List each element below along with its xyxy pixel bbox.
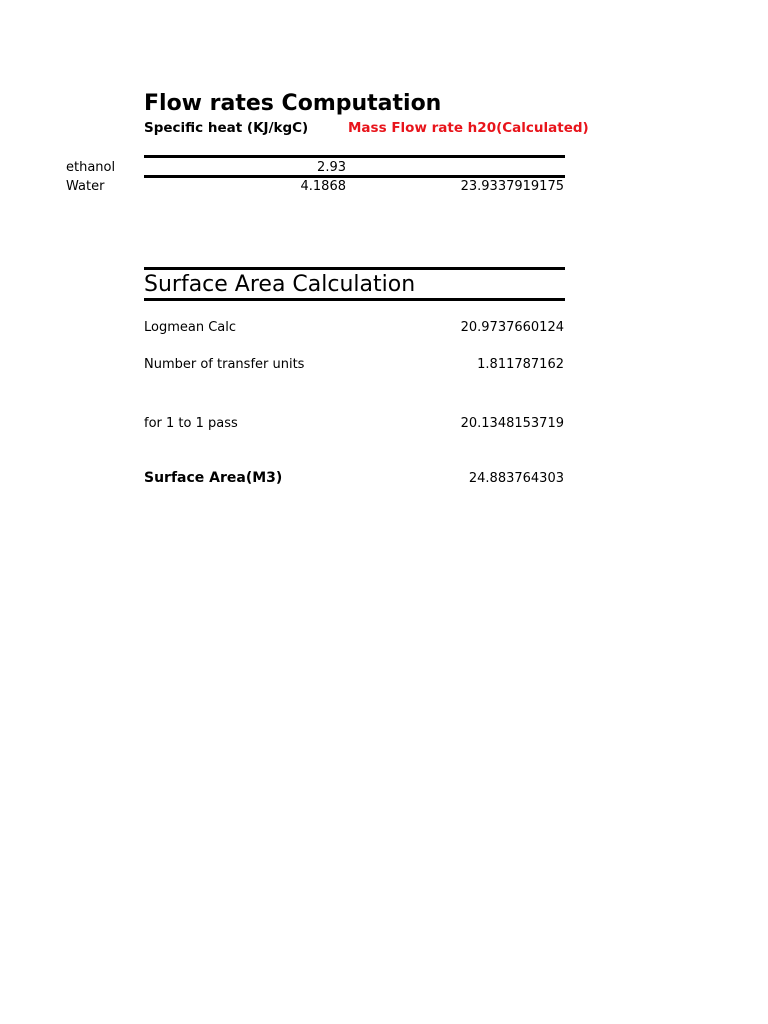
logmean-label: Logmean Calc: [144, 320, 237, 335]
surface-area-label: Surface Area(M3): [144, 470, 283, 486]
specific-heat-water: 4.1868: [300, 179, 346, 194]
row-label-ethanol: ethanol: [66, 160, 116, 175]
mass-flow-header: Mass Flow rate h20(Calculated): [348, 120, 589, 136]
surface-area-value: 24.883764303: [468, 471, 564, 486]
logmean-value: 20.9737660124: [460, 320, 564, 335]
specific-heat-header: Specific heat (KJ/kgC): [144, 120, 309, 136]
ntu-value: 1.811787162: [477, 357, 564, 372]
row-label-water: Water: [66, 179, 105, 194]
pass-label: for 1 to 1 pass: [144, 416, 238, 431]
flow-rates-title: Flow rates Computation: [144, 91, 442, 116]
mass-flow-water: 23.9337919175: [460, 179, 564, 194]
ntu-label: Number of transfer units: [144, 357, 305, 372]
table-top-rule: [144, 155, 565, 158]
surface-bottom-rule: [144, 298, 565, 301]
pass-value: 20.1348153719: [460, 416, 564, 431]
specific-heat-ethanol: 2.93: [317, 160, 346, 175]
surface-area-title: Surface Area Calculation: [144, 272, 416, 297]
